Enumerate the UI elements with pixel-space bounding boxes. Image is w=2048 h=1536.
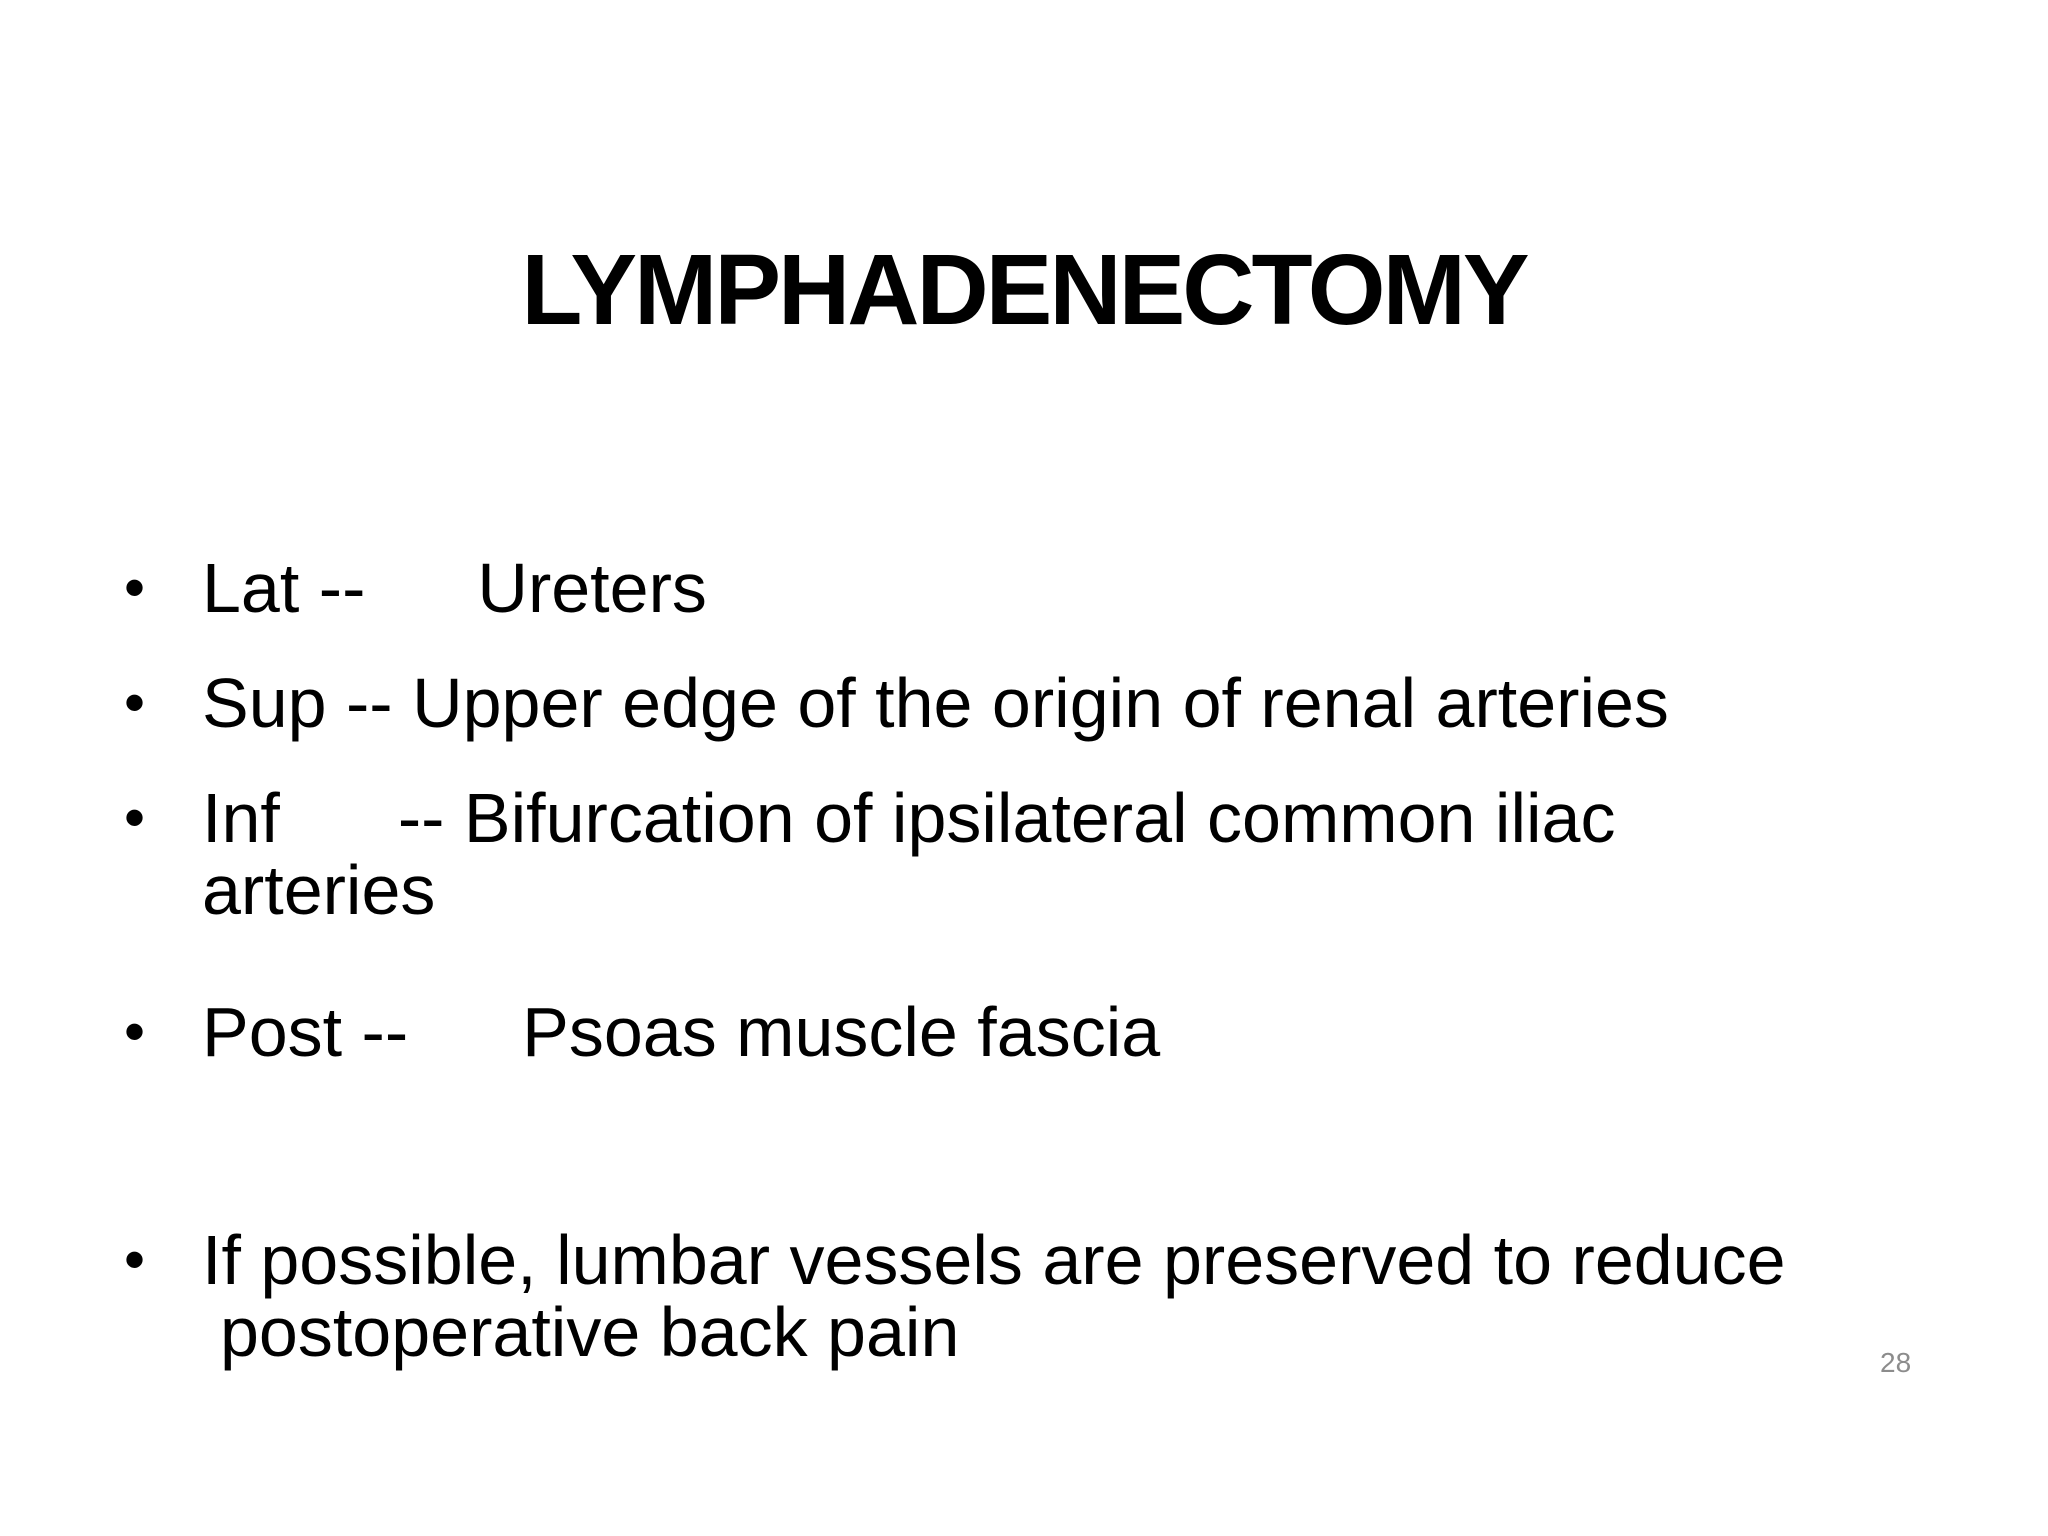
bullet-dot: •: [124, 669, 146, 736]
bullet-text: [202, 779, 1922, 929]
bullet-text: [202, 664, 1922, 742]
bullet-dot: •: [124, 784, 146, 851]
bullet-value-continued: arteries: [202, 851, 436, 929]
bullet-label: Post --: [202, 993, 409, 1071]
bullet-text: [202, 549, 1922, 627]
bullet-value: Psoas muscle fascia: [522, 993, 1161, 1071]
bullet-label: Lat --: [202, 549, 366, 627]
bullet-text: [202, 993, 1922, 1071]
bullet-value: -- Bifurcation of ipsilateral common iliac: [397, 779, 1616, 857]
bullet-line-2: postoperative back pain: [220, 1293, 960, 1371]
bullet-dot: •: [124, 998, 146, 1065]
bullet-text: [202, 1221, 1922, 1371]
bullet-dot: •: [124, 1226, 146, 1293]
bullet-dot: •: [124, 554, 146, 621]
bullet-line-1: If possible, lumbar vessels are preserved to reduce: [202, 1221, 1786, 1299]
bullet-value: Upper edge of the origin of renal arteries: [412, 664, 1669, 742]
page-number: 28: [1880, 1347, 1912, 1378]
bullet-label: Sup --: [202, 664, 393, 742]
bullet-label: Inf: [202, 779, 280, 857]
slide-title: LYMPHADENECTOMY: [521, 234, 1527, 346]
bullet-value: Ureters: [477, 549, 707, 627]
